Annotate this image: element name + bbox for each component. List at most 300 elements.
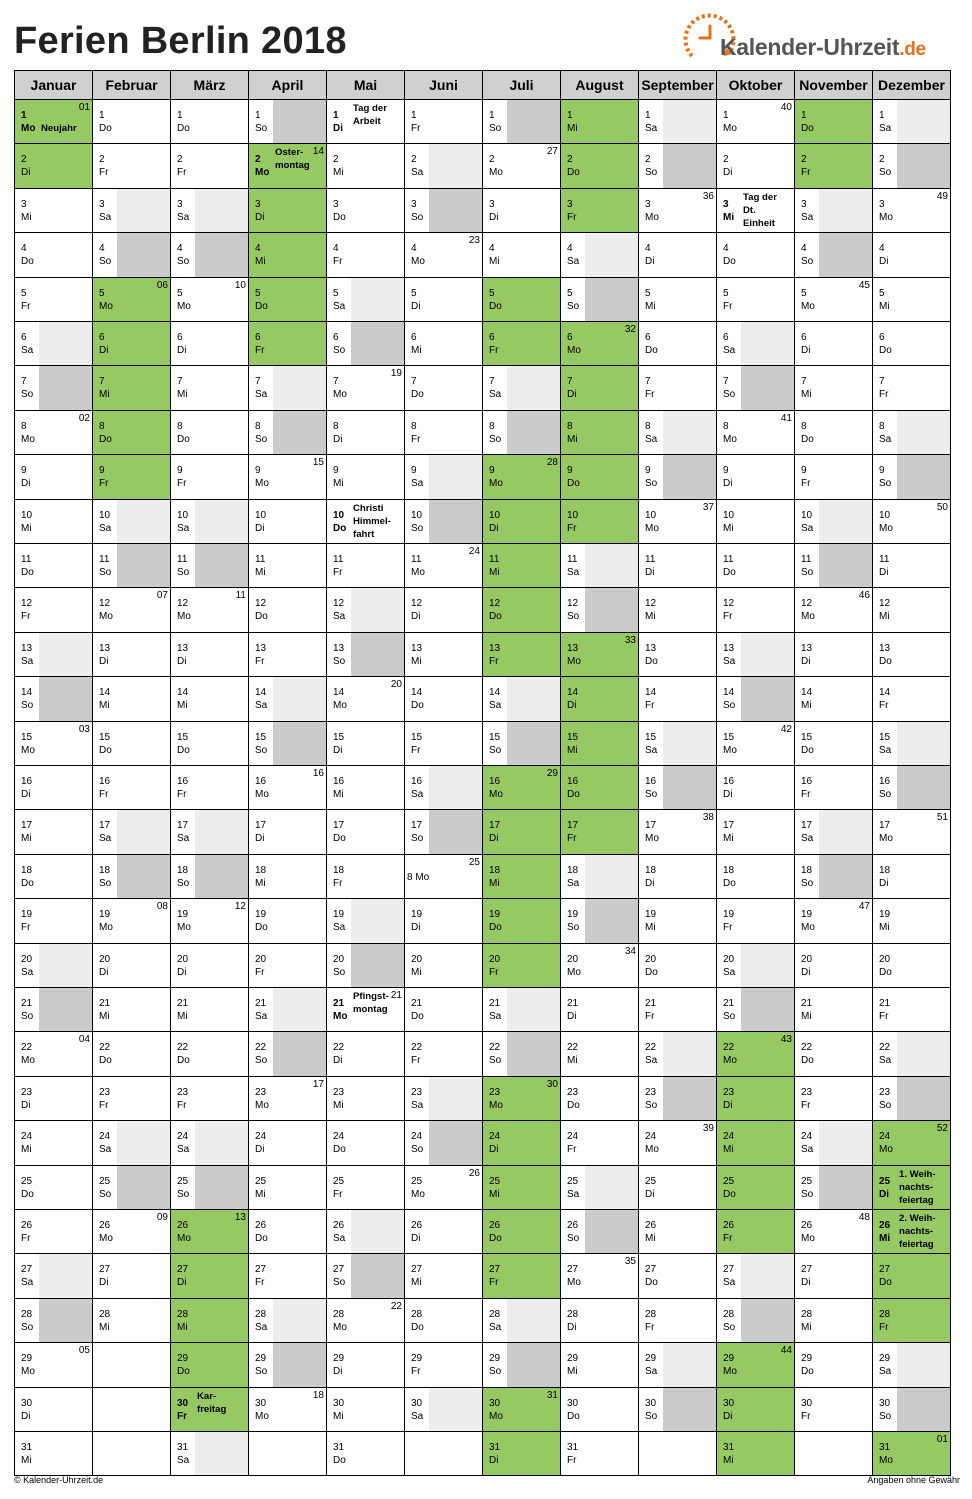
weekday-label: Mo (255, 1099, 269, 1111)
week-number: 09 (156, 1212, 168, 1223)
day-number: 12 (333, 598, 345, 610)
day-cell (327, 100, 405, 144)
holiday-label: Kar- freitag (197, 1390, 227, 1415)
day-cell (171, 544, 249, 588)
day-cell (795, 411, 873, 455)
day-cell (873, 278, 951, 322)
day-cell (93, 1254, 171, 1298)
day-number: 3 (723, 198, 729, 210)
day-number: 1 (567, 110, 573, 121)
day-cell (873, 1210, 951, 1254)
day-cell (405, 189, 483, 233)
weekday-label: Mo (801, 1233, 815, 1244)
day-cell (639, 1343, 717, 1387)
day-number: 7 (21, 376, 27, 388)
day-number: 18 (489, 864, 501, 876)
day-number: 14 (645, 687, 657, 699)
day-cell (639, 855, 717, 899)
day-number: 10 (21, 509, 33, 521)
day-cell (171, 677, 249, 721)
day-number: 2 (645, 154, 651, 166)
weekday-label: Mo (411, 1188, 425, 1200)
day-cell (249, 1254, 327, 1298)
day-number: 2 (411, 154, 417, 166)
weekday-label: Mo (879, 522, 893, 534)
weekday-label: Mi (177, 389, 188, 401)
day-cell (795, 766, 873, 810)
day-cell (483, 322, 561, 366)
weekday-label: Mi (177, 1011, 188, 1022)
day-number: 18 (801, 864, 813, 876)
week-number: 47 (858, 901, 870, 913)
weekday-label: So (489, 123, 502, 134)
day-number: 16 (567, 776, 579, 787)
day-number: 9 (21, 465, 27, 477)
day-number: 6 (801, 332, 807, 343)
day-number: 1 (333, 110, 339, 121)
day-number: 27 (411, 1264, 423, 1276)
weekday-label: Do (333, 1455, 346, 1466)
day-cell (717, 411, 795, 455)
day-cell (93, 411, 171, 455)
day-number: 28 (489, 1308, 501, 1320)
weekday-label: Do (801, 123, 814, 134)
weekday-label: So (21, 1321, 34, 1333)
day-number: 4 (255, 243, 261, 255)
day-cell (249, 100, 327, 144)
day-cell (873, 855, 951, 899)
day-number: 20 (723, 953, 735, 965)
day-cell (795, 633, 873, 677)
weekday-label: Sa (21, 966, 34, 978)
weekday-label: Mi (333, 1099, 344, 1111)
day-cell (93, 677, 171, 721)
day-cell (717, 899, 795, 943)
weekday-label: Do (333, 1144, 346, 1156)
day-number: 17 (411, 820, 423, 832)
day-cell (483, 544, 561, 588)
day-cell (483, 100, 561, 144)
day-number: 8 (177, 420, 183, 432)
day-cell (15, 899, 93, 943)
weekday-label: Mo (489, 1099, 503, 1111)
day-number: 17 (879, 820, 891, 832)
day-number: 26 (723, 1220, 735, 1231)
weekday-label: Mo (99, 922, 113, 934)
weekday-label: Fr (177, 1410, 187, 1422)
weekday-label: Mo (801, 922, 815, 934)
weekday-label: Sa (567, 877, 580, 889)
weekday-label: Di (21, 1410, 31, 1422)
day-number: 26 (645, 1220, 657, 1231)
empty-cell (405, 1432, 483, 1476)
weekday-label: Di (723, 1099, 733, 1111)
day-number: 17 (645, 820, 657, 832)
weekday-label: Fr (177, 167, 187, 179)
day-number: 30 (177, 1397, 189, 1409)
month-header-0: Januar (15, 71, 93, 100)
day-cell (639, 500, 717, 544)
month-header-11: Dezember (873, 71, 951, 100)
day-cell (639, 944, 717, 988)
weekday-label: Mi (99, 700, 110, 712)
day-cell (717, 1254, 795, 1298)
weekday-label: So (255, 744, 268, 756)
day-number: 6 (99, 332, 105, 343)
day-cell (795, 944, 873, 988)
weekday-label: Do (879, 966, 892, 978)
day-cell (717, 722, 795, 766)
day-number: 12 (723, 598, 735, 610)
weekday-label: Fr (645, 389, 655, 401)
week-number: 31 (546, 1389, 558, 1401)
day-cell (483, 1210, 561, 1254)
day-cell (639, 1166, 717, 1210)
day-cell (327, 500, 405, 544)
day-cell (249, 1166, 327, 1210)
weekday-label: Sa (879, 744, 892, 756)
day-cell (873, 722, 951, 766)
weekday-label: Mo (879, 1144, 893, 1156)
day-cell (483, 1254, 561, 1298)
weekday-label: Do (99, 744, 112, 756)
day-cell (15, 189, 93, 233)
weekday-label: Mo (489, 789, 503, 800)
day-number: 3 (411, 198, 417, 210)
day-number: 20 (801, 953, 813, 965)
day-cell (327, 633, 405, 677)
day-number: 22 (879, 1042, 891, 1054)
weekday-label: Do (567, 1099, 580, 1111)
day-number: 16 (411, 776, 423, 787)
month-header-1: Februar (93, 71, 171, 100)
weekday-label: Sa (255, 1011, 268, 1022)
day-cell (15, 766, 93, 810)
day-number: 3 (801, 198, 807, 210)
weekday-label: Fr (99, 1099, 109, 1111)
day-cell (639, 899, 717, 943)
weekday-label: Mo (99, 300, 113, 312)
week-number: 11 (235, 590, 246, 602)
day-number: 14 (879, 687, 891, 699)
weekday-label: So (879, 1410, 892, 1422)
day-number: 19 (801, 909, 813, 921)
day-cell (717, 1077, 795, 1121)
weekday-label: Sa (255, 700, 268, 712)
day-number: 17 (801, 820, 813, 832)
weekday-label: Do (177, 123, 190, 134)
day-number: 5 (879, 287, 885, 299)
weekday-label: So (645, 789, 658, 800)
weekday-label: Sa (489, 1321, 502, 1333)
day-number: 23 (489, 1086, 501, 1098)
weekday-label: Do (411, 1321, 424, 1333)
weekday-label: Fr (177, 478, 187, 490)
day-number: 6 (645, 332, 651, 343)
day-cell (795, 1299, 873, 1343)
day-number: 20 (567, 953, 579, 965)
day-cell (561, 189, 639, 233)
weekday-label: Sa (333, 1233, 346, 1244)
day-number: 24 (723, 1131, 735, 1143)
weekday-label: Mi (567, 1055, 578, 1067)
weekday-label: Di (99, 966, 109, 978)
day-number: 27 (801, 1264, 813, 1276)
day-number: 11 (177, 554, 188, 565)
day-cell (483, 899, 561, 943)
weekday-label: Fr (21, 922, 31, 934)
day-cell (15, 1343, 93, 1387)
day-number: 1 (801, 110, 807, 121)
weekday-label: Sa (177, 1455, 190, 1466)
day-cell (873, 1299, 951, 1343)
day-cell (327, 1032, 405, 1076)
weekday-label: Di (177, 1277, 187, 1289)
day-number: 13 (645, 642, 657, 654)
day-cell (93, 633, 171, 677)
weekday-label: So (21, 700, 34, 712)
day-cell (15, 144, 93, 188)
weekday-label: Do (255, 922, 268, 934)
day-number: 8 (99, 420, 105, 432)
weekday-label: Sa (21, 345, 34, 356)
day-number: 13 (177, 642, 189, 654)
day-number: 3 (21, 198, 27, 210)
weekday-label: Mo (21, 433, 35, 445)
week-number: 41 (780, 412, 792, 424)
day-number: 15 (333, 731, 345, 743)
day-number: 25 (645, 1175, 657, 1187)
day-cell (561, 411, 639, 455)
day-number: 15 (255, 731, 267, 743)
day-number: 4 (99, 243, 105, 255)
day-number: 29 (879, 1353, 891, 1365)
day-number: 12 (177, 598, 189, 610)
weekday-label: Fr (255, 345, 265, 356)
day-number: 5 (645, 287, 651, 299)
weekday-label: Sa (99, 1144, 112, 1156)
weekday-label: Di (645, 1188, 655, 1200)
day-cell (327, 1432, 405, 1476)
weekday-label: Do (411, 1011, 424, 1022)
day-cell (15, 588, 93, 632)
day-cell (15, 1032, 93, 1076)
day-number: 21 (255, 998, 267, 1009)
day-number: 31 (567, 1442, 579, 1453)
day-cell (327, 1254, 405, 1298)
day-number: 23 (411, 1086, 423, 1098)
weekday-label: Sa (411, 478, 424, 490)
weekday-label: Fr (723, 1233, 733, 1244)
day-cell (795, 1077, 873, 1121)
day-number: 14 (99, 687, 111, 699)
weekday-label: Sa (723, 1277, 736, 1289)
day-cell (483, 988, 561, 1032)
day-number: 25 (255, 1175, 267, 1187)
day-number: 24 (645, 1131, 657, 1143)
day-number: 13 (489, 642, 501, 654)
day-number: 19 (21, 909, 33, 921)
week-number: 19 (390, 368, 402, 380)
day-cell (327, 810, 405, 854)
week-number: 18 (312, 1389, 324, 1401)
day-cell (639, 1077, 717, 1121)
day-number: 17 (333, 820, 345, 832)
day-cell (717, 588, 795, 632)
weekday-label: Mo (645, 211, 659, 223)
day-number: 19 (99, 909, 111, 921)
weekday-label: Di (489, 211, 499, 223)
day-cell (873, 144, 951, 188)
day-number: 30 (21, 1397, 33, 1409)
weekday-label: Mo (645, 833, 659, 845)
weekday-label: Mo (333, 1321, 347, 1333)
day-number: 22 (567, 1042, 579, 1054)
day-cell (171, 855, 249, 899)
day-cell (171, 144, 249, 188)
disclaimer-note: Angaben ohne Gewähr (867, 1475, 960, 1485)
weekday-label: Mi (99, 389, 110, 401)
day-number: 29 (21, 1353, 33, 1365)
weekday-label: Mi (177, 1321, 188, 1333)
weekday-label: Fr (801, 789, 811, 800)
day-number: 9 (723, 465, 729, 477)
day-number: 4 (723, 243, 729, 255)
day-cell (483, 855, 561, 899)
day-number: 19 (411, 909, 423, 921)
weekday-label: Di (99, 655, 109, 667)
day-cell (483, 278, 561, 322)
day-number: 15 (567, 731, 579, 743)
weekday-label: So (489, 433, 502, 445)
day-number: 16 (723, 776, 735, 787)
day-cell (405, 1166, 483, 1210)
day-number: 4 (177, 243, 183, 255)
month-header-5: Juni (405, 71, 483, 100)
weekday-label: Fr (801, 478, 811, 490)
day-cell (561, 1121, 639, 1165)
logo[interactable] (680, 8, 962, 68)
day-number: 31 (333, 1442, 345, 1453)
day-cell (249, 588, 327, 632)
day-cell (405, 278, 483, 322)
day-number: 15 (723, 731, 735, 743)
weekday-label: Di (567, 1011, 577, 1022)
day-number: 5 (255, 287, 261, 299)
day-cell (561, 722, 639, 766)
day-cell (717, 1343, 795, 1387)
weekday-label: Di (255, 833, 265, 845)
day-cell (93, 322, 171, 366)
day-number: 5 (177, 287, 183, 299)
day-number: 18 (21, 864, 33, 876)
weekday-label: So (21, 389, 34, 401)
day-cell (795, 500, 873, 544)
day-cell (483, 677, 561, 721)
day-cell (171, 810, 249, 854)
weekday-label: Sa (255, 389, 268, 401)
day-number: 5 (99, 287, 105, 299)
weekday-label: Do (723, 877, 736, 889)
day-cell (561, 455, 639, 499)
day-number: 28 (21, 1308, 33, 1320)
day-cell (249, 144, 327, 188)
day-cell (795, 588, 873, 632)
day-cell (327, 1299, 405, 1343)
day-cell (717, 988, 795, 1032)
weekday-label: Fr (801, 167, 811, 179)
weekday-label: Di (801, 966, 811, 978)
weekday-label: Mo (411, 256, 425, 268)
day-cell (93, 855, 171, 899)
day-cell (873, 411, 951, 455)
day-number: 21 (333, 998, 345, 1009)
day-number: 10 (177, 509, 189, 521)
day-number: 13 (801, 642, 813, 654)
day-number: 21 (879, 998, 891, 1009)
weekday-label: Mo (645, 1144, 659, 1156)
day-number: 19 (645, 909, 657, 921)
day-cell (561, 1343, 639, 1387)
weekday-label: Do (489, 611, 502, 623)
day-cell (639, 1121, 717, 1165)
day-number: 27 (489, 1264, 501, 1276)
weekday-label: Do (723, 1188, 736, 1200)
day-cell (93, 988, 171, 1032)
day-number: 13 (723, 642, 735, 654)
day-number: 17 (99, 820, 111, 832)
day-number: 5 (723, 287, 729, 299)
day-cell (639, 633, 717, 677)
day-cell (717, 766, 795, 810)
day-cell (717, 677, 795, 721)
day-number: 16 (333, 776, 345, 787)
day-cell (639, 100, 717, 144)
day-cell (15, 810, 93, 854)
day-cell (249, 500, 327, 544)
day-cell (405, 1254, 483, 1298)
weekday-label: Sa (333, 611, 346, 623)
logo-name: Kalender-Uhrzeit (720, 34, 900, 60)
day-cell (561, 144, 639, 188)
day-cell (15, 411, 93, 455)
day-cell (405, 1032, 483, 1076)
day-cell (873, 988, 951, 1032)
day-number: 29 (645, 1353, 657, 1365)
day-number: 7 (723, 376, 729, 388)
weekday-label: So (177, 256, 190, 268)
weekday-label: Sa (177, 522, 190, 534)
weekday-label: Do (99, 433, 112, 445)
day-cell (873, 1121, 951, 1165)
day-cell (249, 1388, 327, 1432)
weekday-label: Do (21, 877, 34, 889)
day-cell (327, 455, 405, 499)
weekday-label: So (177, 877, 190, 889)
day-number: 29 (567, 1353, 579, 1365)
day-number: 14 (21, 687, 33, 699)
weekday-label: Fr (411, 1366, 421, 1378)
day-cell (93, 810, 171, 854)
day-number: 27 (177, 1264, 189, 1276)
day-number: 1 (489, 110, 495, 121)
weekday-label: Mi (21, 833, 32, 845)
week-number: 02 (78, 412, 90, 424)
weekday-label: Mi (411, 1277, 422, 1289)
day-number: 5 (489, 287, 495, 299)
weekday-label: So (411, 833, 424, 845)
day-cell (483, 144, 561, 188)
